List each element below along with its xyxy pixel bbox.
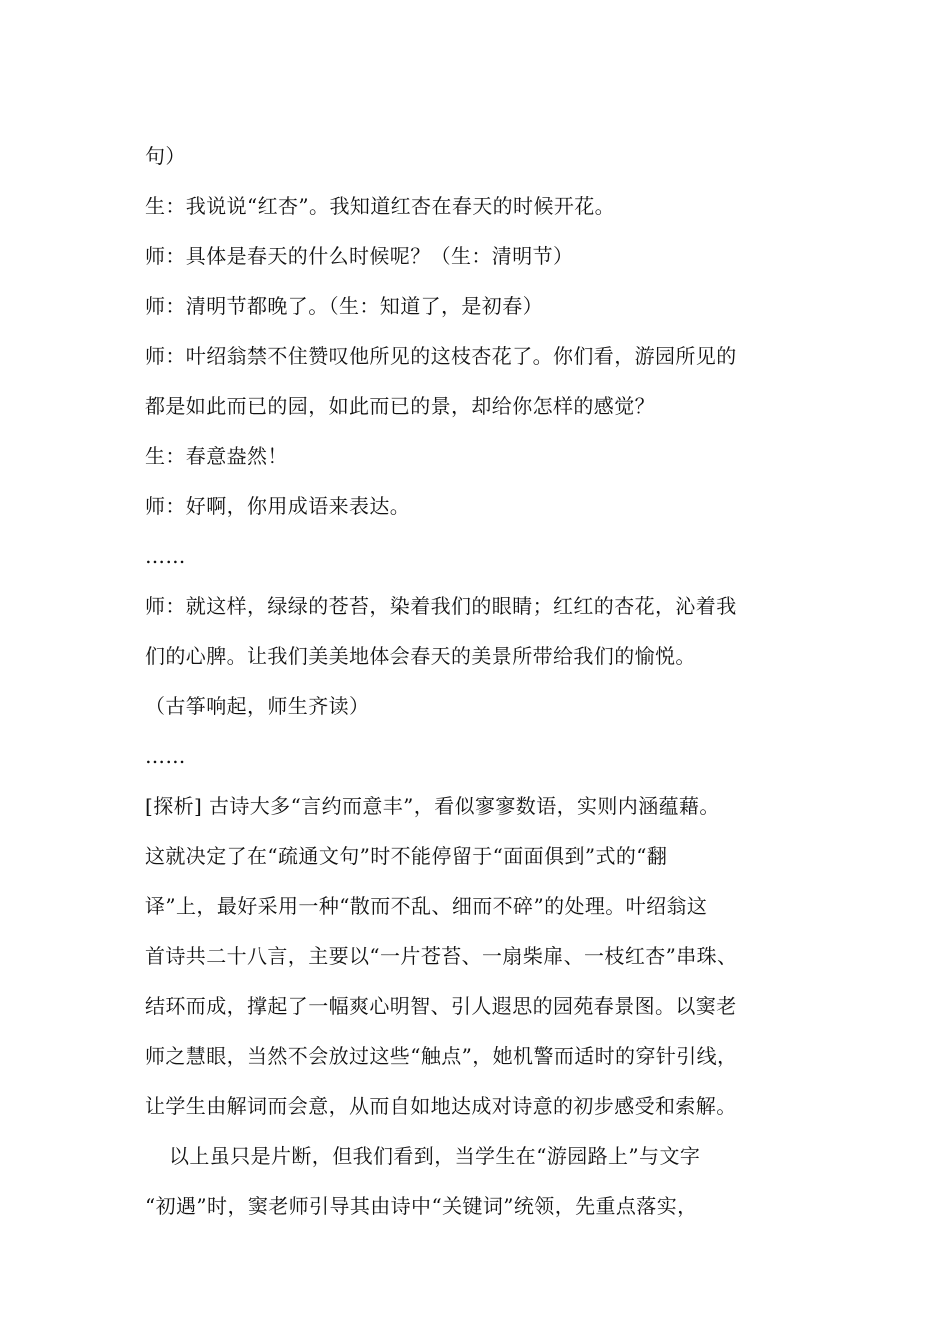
dialogue-line: 师：具体是春天的什么时候呢？（生：清明节） <box>145 244 574 268</box>
paragraph-line: 以上虽只是片断，但我们看到，当学生在“游园路上”与文字 <box>169 1144 701 1168</box>
dialogue-line: 师：好啊，你用成语来表达。 <box>145 494 411 518</box>
ellipsis-line: …… <box>145 744 186 768</box>
dialogue-line: 生：我说说“红杏”。我知道红杏在春天的时候开花。 <box>145 194 616 218</box>
dialogue-line: 生：春意盎然！ <box>145 444 288 468</box>
dialogue-line: 师：清明节都晚了。（生：知道了，是初春） <box>145 294 543 318</box>
analysis-line: 首诗共二十八言，主要以“一片苍苔、一扇柴扉、一枝红杏”串珠、 <box>145 944 738 968</box>
stage-direction-line: （古筝响起，师生齐读） <box>145 694 370 718</box>
dialogue-line: 都是如此而已的园，如此而已的景，却给你怎样的感觉？ <box>145 394 655 418</box>
analysis-line: 译”上，最好采用一种“散而不乱、细而不碎”的处理。叶绍翁这 <box>145 894 708 918</box>
analysis-line: 这就决定了在“疏通文句”时不能停留于“面面俱到”式的“翻 <box>145 844 668 868</box>
analysis-line: 师之慧眼，当然不会放过这些“触点”，她机警而适时的穿针引线， <box>145 1044 738 1068</box>
analysis-line: 让学生由解词而会意，从而自如地达成对诗意的初步感受和索解。 <box>145 1094 737 1118</box>
text-line: 句） <box>145 144 186 168</box>
document-body <box>145 131 835 1231</box>
ellipsis-line: …… <box>145 544 186 568</box>
dialogue-line: 师：就这样，绿绿的苍苔，染着我们的眼睛；红红的杏花，沁着我 <box>145 594 737 618</box>
dialogue-line: 们的心脾。让我们美美地体会春天的美景所带给我们的愉悦。 <box>145 644 696 668</box>
analysis-line: [探析] 古诗大多“言约而意丰”，看似寥寥数语，实则内涵蕴藉。 <box>145 794 720 818</box>
paragraph-line: “初遇”时，窦老师引导其由诗中“关键词”统领，先重点落实， <box>145 1194 698 1218</box>
dialogue-line: 师：叶绍翁禁不住赞叹他所见的这枝杏花了。你们看，游园所见的 <box>145 344 737 368</box>
analysis-line: 结环而成，撑起了一幅爽心明智、引人遐思的园苑春景图。以窦老 <box>145 994 737 1018</box>
